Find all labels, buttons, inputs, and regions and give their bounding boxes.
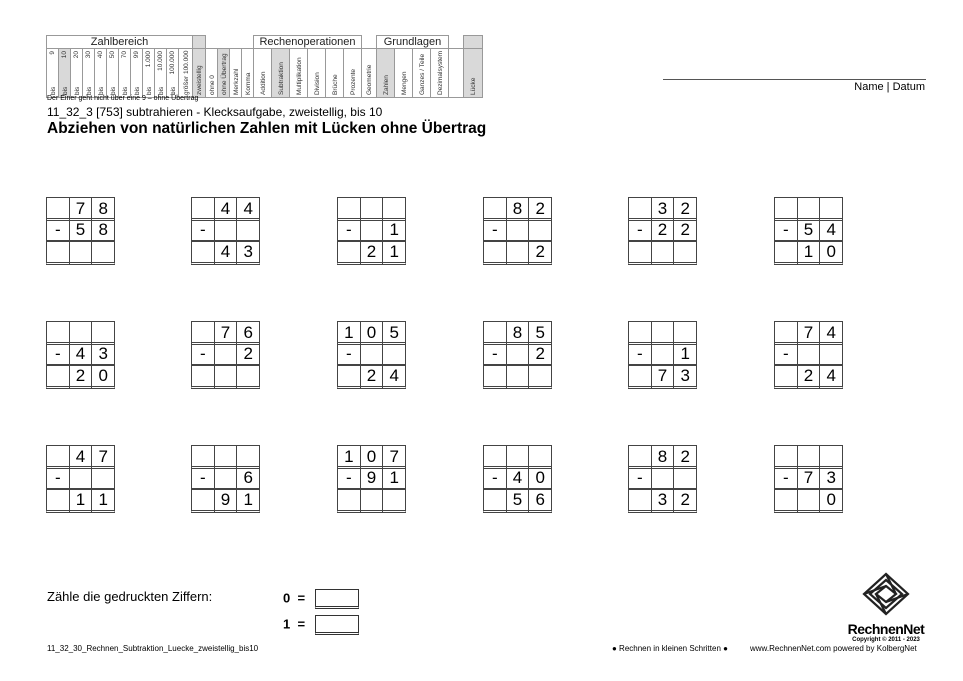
problem-row	[46, 445, 115, 467]
digit-cell: -	[191, 466, 215, 490]
subtraction-problem	[774, 445, 843, 511]
digit-cell: -	[46, 218, 70, 242]
problem-row	[774, 467, 843, 489]
col-label: Zahlen	[382, 75, 390, 95]
digit-cell: 1	[69, 488, 93, 513]
answer-cell[interactable]	[506, 342, 530, 366]
col-0-extra	[193, 49, 206, 98]
problem-row	[628, 445, 697, 467]
answer-cell[interactable]	[191, 488, 215, 513]
answer-cell[interactable]	[628, 488, 652, 513]
problem-row	[628, 489, 697, 511]
digit-cell: 3	[819, 466, 843, 490]
col-label: bis	[85, 86, 93, 95]
answer-cell[interactable]	[69, 466, 93, 490]
col-top-label: 30	[84, 51, 92, 59]
subtraction-problem	[628, 321, 697, 387]
col-top-label: 9	[48, 51, 56, 55]
digit-cell: 7	[797, 466, 821, 490]
col-label: Merkzahl	[232, 68, 240, 95]
answer-cell[interactable]	[528, 218, 552, 242]
answer-cell[interactable]	[46, 488, 70, 513]
digit-cell: 9	[214, 488, 238, 513]
col-label: Subtraktion	[277, 62, 285, 95]
digit-cell: 0	[360, 445, 384, 469]
col-operation	[344, 49, 362, 98]
subtraction-problem	[337, 445, 406, 511]
col-2-extra	[218, 49, 230, 98]
answer-cell[interactable]	[214, 218, 238, 242]
digit-cell: -	[191, 218, 215, 242]
digit-cell: -	[337, 342, 361, 366]
digit-cell: 4	[819, 321, 843, 345]
answer-cell[interactable]	[528, 364, 552, 389]
count-digit: 0	[283, 590, 291, 606]
col-luecke	[464, 49, 483, 98]
digit-cell: 5	[382, 321, 406, 345]
count-row-1	[283, 615, 359, 635]
col-label: bis	[97, 86, 105, 95]
col-label: bis	[121, 86, 129, 95]
hint-note: Der Einer geht nicht über eine 9 – ohne Übertrag	[47, 95, 199, 102]
answer-cell[interactable]	[819, 342, 843, 366]
digit-cell: 1	[673, 342, 697, 366]
digit-cell: 0	[528, 466, 552, 490]
col-label: Mengen	[400, 71, 408, 95]
problem-row	[337, 467, 406, 489]
subtraction-problem	[46, 445, 115, 511]
digit-cell: 6	[236, 321, 260, 345]
logo-name: RechnenNet	[847, 621, 925, 637]
problem-row	[628, 321, 697, 343]
col-label: Geometrie	[366, 64, 373, 95]
col-top-label: 10	[60, 51, 68, 59]
problem-row	[46, 321, 115, 343]
answer-cell[interactable]	[360, 342, 384, 366]
problem-row	[46, 489, 115, 511]
answer-cell[interactable]	[214, 342, 238, 366]
col-label: bis	[73, 86, 81, 95]
problem-row	[191, 467, 260, 489]
footer-slogan: ● Rechnen in kleinen Schritten ●	[612, 644, 728, 653]
count-row-0	[283, 589, 359, 609]
problem-row	[774, 241, 843, 263]
problem-row	[337, 321, 406, 343]
answer-cell[interactable]	[337, 364, 361, 389]
problem-row	[46, 197, 115, 219]
digit-cell: 2	[528, 342, 552, 366]
digit-cell: 1	[382, 240, 406, 265]
digit-cell: 6	[236, 466, 260, 490]
col-top-label: 100.000	[168, 51, 176, 75]
answer-cell[interactable]	[797, 342, 821, 366]
digit-cell: 8	[651, 445, 675, 469]
problem-row	[46, 343, 115, 365]
digit-cell: 1	[236, 488, 260, 513]
answer-cell[interactable]	[506, 218, 530, 242]
col-zahlbereich	[179, 49, 193, 98]
col-3-extra	[230, 49, 242, 98]
digit-cell: -	[191, 342, 215, 366]
problem-row	[46, 241, 115, 263]
category-header-table	[46, 35, 483, 98]
col-label: Prozente	[349, 68, 357, 95]
col-top-label: 70	[120, 51, 128, 59]
col-geometrie	[362, 49, 377, 98]
subtraction-problem	[774, 321, 843, 387]
count-digit: 1	[283, 616, 291, 632]
problem-row	[774, 197, 843, 219]
digit-cell: 2	[236, 342, 260, 366]
col-label: ohne Übertrag	[220, 53, 228, 95]
digit-cell: -	[774, 466, 798, 490]
problem-row	[46, 467, 115, 489]
answer-cell[interactable]	[774, 488, 798, 513]
digit-cell: 5	[797, 218, 821, 242]
rechnennet-logo	[846, 572, 926, 643]
answer-cell[interactable]	[774, 364, 798, 389]
problem-row	[191, 219, 260, 241]
problem-row	[337, 445, 406, 467]
col-label: ohne 0	[208, 75, 216, 95]
footer-website-link[interactable]: www.RechnenNet.com powered by KolbergNet	[750, 644, 917, 653]
col-label: Division	[313, 72, 321, 95]
name-line[interactable]	[663, 79, 926, 80]
answer-cell[interactable]	[483, 488, 507, 513]
col-top-label: 1.000	[144, 51, 152, 68]
problem-row	[191, 343, 260, 365]
subtraction-problem	[191, 197, 260, 263]
col-label: bis	[49, 86, 57, 95]
count-eq: =	[297, 590, 306, 606]
digit-cell: 0	[360, 321, 384, 345]
problem-row	[337, 365, 406, 387]
col-label: bis	[145, 86, 153, 95]
problem-row	[337, 219, 406, 241]
answer-cell[interactable]	[337, 488, 361, 513]
digit-cell: 4	[819, 218, 843, 242]
answer-cell[interactable]	[337, 240, 361, 265]
col-label: bis	[157, 86, 165, 95]
answer-cell[interactable]	[236, 364, 260, 389]
footer-filename: 11_32_30_Rechnen_Subtraktion_Luecke_zweistellig_bis10	[47, 644, 259, 653]
answer-cell[interactable]	[69, 240, 93, 265]
subtraction-problem	[774, 197, 843, 263]
subtraction-problem	[483, 445, 552, 511]
digit-cell: -	[46, 342, 70, 366]
col-grundlagen	[395, 49, 413, 98]
answer-cell[interactable]	[236, 218, 260, 242]
digit-cell: 1	[382, 218, 406, 242]
answer-cell[interactable]	[46, 364, 70, 389]
digit-cell: 2	[673, 197, 697, 221]
problem-row	[628, 219, 697, 241]
col-top-label: 40	[96, 51, 104, 59]
digit-cell: 5	[506, 488, 530, 513]
digit-cell: -	[483, 466, 507, 490]
answer-cell[interactable]	[191, 240, 215, 265]
problem-row	[774, 343, 843, 365]
digit-cell: 4	[69, 445, 93, 469]
col-operation	[290, 49, 308, 98]
col-label: Dezimalsystem	[436, 50, 444, 95]
digit-cell: 2	[528, 197, 552, 221]
col-zahlbereich	[95, 49, 107, 98]
problem-row	[483, 321, 552, 343]
problem-row	[191, 445, 260, 467]
col-operation	[326, 49, 344, 98]
digit-cell: -	[337, 466, 361, 490]
col-zahlbereich	[155, 49, 167, 98]
col-label: Multiplikation	[295, 57, 303, 95]
problem-row	[191, 489, 260, 511]
answer-cell[interactable]	[360, 218, 384, 242]
col-grundlagen	[413, 49, 431, 98]
digit-cell: 2	[673, 488, 697, 513]
answer-cell[interactable]	[506, 364, 530, 389]
problem-row	[483, 197, 552, 219]
col-label: bis	[133, 86, 141, 95]
digit-cell: 7	[651, 364, 675, 389]
digit-cell: -	[628, 342, 652, 366]
problem-row	[628, 197, 697, 219]
col-label: bis	[169, 86, 177, 95]
col-operation	[308, 49, 326, 98]
problem-row	[483, 219, 552, 241]
subtraction-problem	[337, 321, 406, 387]
digit-cell: -	[774, 342, 798, 366]
col-top-label: 50	[108, 51, 116, 59]
col-zahlbereich	[47, 49, 59, 98]
col-label: bis	[109, 86, 117, 95]
problem-row	[628, 241, 697, 263]
digit-cell: 2	[360, 364, 384, 389]
problem-row	[774, 219, 843, 241]
problem-row	[483, 241, 552, 263]
problem-row	[483, 445, 552, 467]
problem-row	[774, 321, 843, 343]
subtraction-problem	[191, 445, 260, 511]
digit-cell: -	[628, 466, 652, 490]
problem-row	[628, 343, 697, 365]
digit-cell: 2	[528, 240, 552, 265]
subtraction-problem	[483, 321, 552, 387]
digit-cell: -	[337, 218, 361, 242]
subtraction-problem	[628, 197, 697, 263]
problem-row	[774, 489, 843, 511]
answer-cell[interactable]	[483, 240, 507, 265]
digit-cell: 6	[528, 488, 552, 513]
digit-cell: 2	[673, 445, 697, 469]
digit-cell: 4	[236, 197, 260, 221]
problem-row	[483, 489, 552, 511]
digit-cell: 3	[236, 240, 260, 265]
col-top-label: 20	[72, 51, 80, 59]
subtraction-problem	[628, 445, 697, 511]
answer-cell[interactable]	[91, 466, 115, 490]
col-label: größer 100.000	[182, 50, 190, 95]
col-zahlbereich	[143, 49, 155, 98]
answer-cell[interactable]	[191, 364, 215, 389]
answer-cell[interactable]	[483, 364, 507, 389]
answer-cell[interactable]	[673, 240, 697, 265]
digit-cell: 8	[506, 197, 530, 221]
digit-cell: 4	[214, 197, 238, 221]
col-grundlagen	[377, 49, 395, 98]
col-zahlbereich	[131, 49, 143, 98]
count-answer-box[interactable]	[315, 589, 359, 609]
subtraction-problem	[483, 197, 552, 263]
digit-cell: -	[46, 466, 70, 490]
subtraction-problem	[337, 197, 406, 263]
digit-cell: 4	[382, 364, 406, 389]
spiral-logo-icon	[862, 572, 910, 616]
digit-cell: 2	[651, 218, 675, 242]
answer-cell[interactable]	[628, 364, 652, 389]
count-answer-box[interactable]	[315, 615, 359, 635]
col-4-extra	[242, 49, 254, 98]
digit-cell: 0	[819, 240, 843, 265]
digit-cell: 3	[651, 197, 675, 221]
group-grundlagen: Grundlagen	[377, 36, 449, 49]
problem-row	[774, 445, 843, 467]
problem-row	[46, 219, 115, 241]
problem-row	[337, 489, 406, 511]
digit-cell: -	[774, 218, 798, 242]
name-date-label: Name | Datum	[854, 81, 925, 93]
digit-cell: 9	[360, 466, 384, 490]
digit-cell: 8	[91, 197, 115, 221]
digit-cell: 2	[69, 364, 93, 389]
digit-cell: -	[628, 218, 652, 242]
problem-row	[191, 197, 260, 219]
answer-cell[interactable]	[651, 342, 675, 366]
col-zahlbereich	[167, 49, 179, 98]
subtraction-problem	[191, 321, 260, 387]
col-top-label: 99	[132, 51, 140, 59]
digit-cell: 8	[506, 321, 530, 345]
answer-cell[interactable]	[46, 240, 70, 265]
col-1-extra	[206, 49, 218, 98]
subtraction-problem	[46, 321, 115, 387]
answer-cell[interactable]	[628, 240, 652, 265]
problem-row	[337, 197, 406, 219]
digit-cell: -	[483, 342, 507, 366]
answer-cell[interactable]	[382, 488, 406, 513]
digit-cell: 5	[69, 218, 93, 242]
problem-row	[191, 365, 260, 387]
digit-cell: 3	[91, 342, 115, 366]
group-zahlbereich: Zahlbereich	[47, 36, 193, 49]
col-grundlagen	[431, 49, 449, 98]
digit-cell: 7	[382, 445, 406, 469]
exercise-code: 11_32_3 [753] subtrahieren - Klecksaufgabe, zweistellig, bis 10	[47, 105, 383, 119]
digit-cell: 2	[673, 218, 697, 242]
digit-cell: 4	[819, 364, 843, 389]
answer-cell[interactable]	[774, 240, 798, 265]
page-title: Abziehen von natürlichen Zahlen mit Lücken ohne Übertrag	[47, 120, 487, 137]
problem-row	[191, 241, 260, 263]
digit-cell: 0	[91, 364, 115, 389]
col-label: Ganzes / Teile	[418, 53, 426, 95]
col-top-label: 10.000	[156, 51, 164, 71]
problem-row	[774, 365, 843, 387]
problem-row	[337, 343, 406, 365]
col-label: Komma	[244, 72, 252, 95]
col-label: Addition	[259, 71, 267, 95]
col-label: bis	[61, 86, 69, 95]
problem-row	[628, 365, 697, 387]
answer-cell[interactable]	[214, 364, 238, 389]
answer-cell[interactable]	[360, 488, 384, 513]
count-label: Zähle die gedruckten Ziffern:	[47, 589, 213, 604]
problem-row	[46, 365, 115, 387]
col-spacer	[449, 49, 464, 98]
col-operation	[254, 49, 272, 98]
logo-copyright: Copyright © 2011 - 2023	[852, 637, 920, 643]
col-label: Brüche	[331, 74, 339, 95]
digit-cell: 3	[673, 364, 697, 389]
digit-cell: 1	[91, 488, 115, 513]
col-zahlbereich	[119, 49, 131, 98]
digit-cell: 8	[91, 218, 115, 242]
digit-cell: 7	[91, 445, 115, 469]
digit-cell: 1	[382, 466, 406, 490]
col-zahlbereich	[71, 49, 83, 98]
col-operation	[272, 49, 290, 98]
problem-row	[483, 343, 552, 365]
answer-cell[interactable]	[651, 466, 675, 490]
digit-cell: 1	[337, 321, 361, 345]
problem-row	[483, 365, 552, 387]
digit-cell: 0	[819, 488, 843, 513]
answer-cell[interactable]	[382, 342, 406, 366]
digit-cell: 2	[797, 364, 821, 389]
col-zahlbereich	[107, 49, 119, 98]
subtraction-problem	[46, 197, 115, 263]
digit-cell: 4	[506, 466, 530, 490]
col-zahlbereich	[59, 49, 71, 98]
col-zahlbereich	[83, 49, 95, 98]
answer-cell[interactable]	[651, 240, 675, 265]
answer-cell[interactable]	[91, 240, 115, 265]
digit-cell: 4	[214, 240, 238, 265]
digit-cell: 3	[651, 488, 675, 513]
group-rechenoperationen: Rechenoperationen	[254, 36, 362, 49]
problem-row	[483, 467, 552, 489]
count-eq: =	[297, 616, 306, 632]
digit-cell: 4	[69, 342, 93, 366]
digit-cell: 7	[797, 321, 821, 345]
answer-cell[interactable]	[506, 240, 530, 265]
answer-cell[interactable]	[214, 466, 238, 490]
digit-cell: 1	[337, 445, 361, 469]
digit-cell: 7	[69, 197, 93, 221]
problem-row	[337, 241, 406, 263]
digit-cell: 7	[214, 321, 238, 345]
digit-cell: 5	[528, 321, 552, 345]
problem-row	[628, 467, 697, 489]
col-label: Lücke	[470, 77, 477, 95]
digit-cell: 1	[797, 240, 821, 265]
col-label: zweistellig	[196, 65, 203, 95]
answer-cell[interactable]	[797, 488, 821, 513]
answer-cell[interactable]	[673, 466, 697, 490]
digit-cell: -	[483, 218, 507, 242]
digit-cell: 2	[360, 240, 384, 265]
problem-row	[191, 321, 260, 343]
